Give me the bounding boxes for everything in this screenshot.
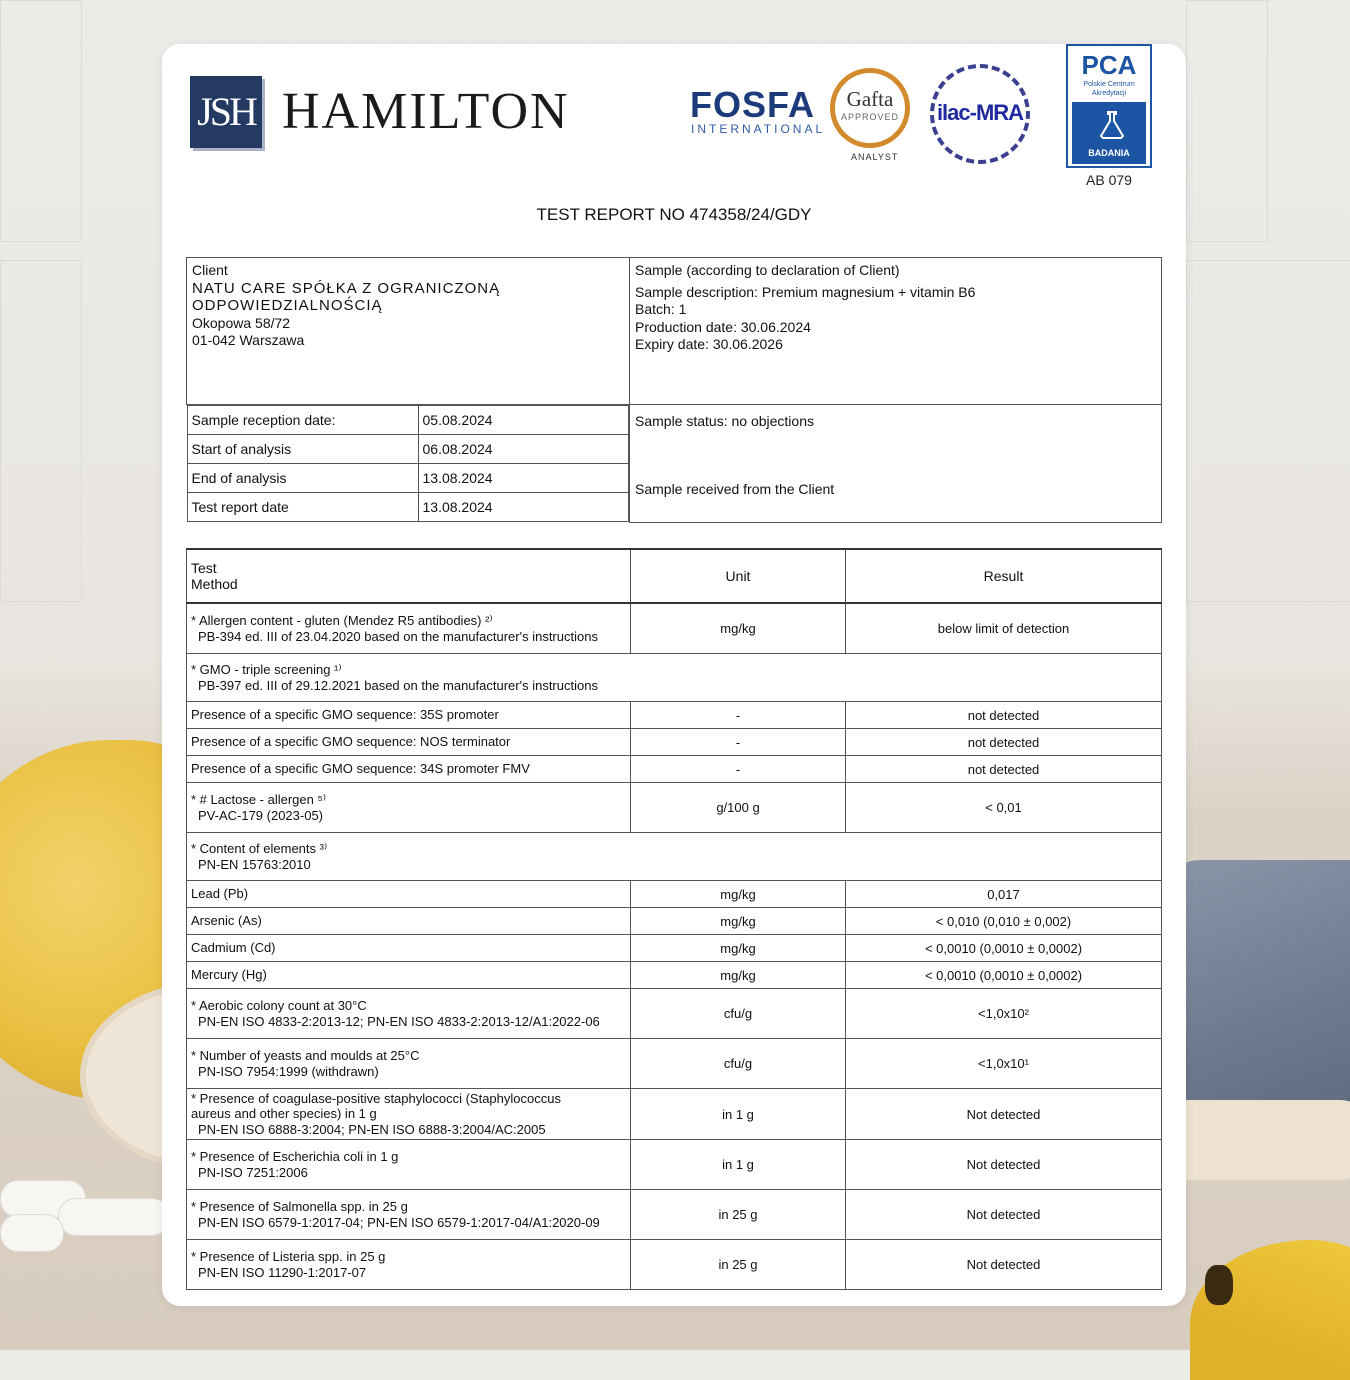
client-name: ODPOWIEDZIALNOŚCIĄ xyxy=(192,297,383,314)
test-standard: PN-EN ISO 11290-1:2017-07 xyxy=(198,1264,367,1280)
test-name: Presence of a specific GMO sequence: 34S promoter FMV xyxy=(187,756,631,783)
fosfa-logo-subtitle: INTERNATIONAL xyxy=(691,122,826,136)
test-name: Mercury (Hg) xyxy=(187,962,631,989)
test-result: < 0,010 (0,010 ± 0,002) xyxy=(846,908,1162,935)
method-header-line: Test xyxy=(191,560,217,576)
table-row xyxy=(187,1140,1162,1190)
test-method xyxy=(187,603,631,654)
test-name: Presence of a specific GMO sequence: NOS terminator xyxy=(187,729,631,756)
report-title: TEST REPORT NO 474358/24/GDY xyxy=(536,205,812,224)
date-value: 13.08.2024 xyxy=(418,464,629,493)
table-row xyxy=(187,654,1162,702)
table-row xyxy=(187,1190,1162,1240)
table-row xyxy=(187,1240,1162,1290)
table-row xyxy=(187,756,1162,783)
client-heading: Client xyxy=(192,262,228,278)
test-unit: cfu/g xyxy=(631,989,846,1039)
test-unit: mg/kg xyxy=(631,603,846,654)
accreditation-number: AB 079 xyxy=(1086,172,1132,188)
date-row xyxy=(187,464,629,493)
sample-status-cell xyxy=(630,405,1162,523)
background-tile xyxy=(0,0,82,242)
test-name: Arsenic (As) xyxy=(187,908,631,935)
test-name: * Number of yeasts and moulds at 25°C xyxy=(191,1048,420,1063)
test-standard: PB-397 ed. III of 29.12.2021 based on the manufacturer's instructions xyxy=(198,677,598,693)
table-row xyxy=(187,935,1162,962)
test-standard: PN-ISO 7954:1999 (withdrawn) xyxy=(198,1063,379,1079)
test-name: * # Lactose - allergen ⁵⁾ xyxy=(191,792,327,807)
client-sample-table xyxy=(186,257,1162,523)
test-result: Not detected xyxy=(846,1140,1162,1190)
date-value: 05.08.2024 xyxy=(418,406,629,435)
test-unit: - xyxy=(631,756,846,783)
client-street: Okopowa 58/72 xyxy=(192,314,291,331)
fosfa-logo: FOSFA xyxy=(690,84,816,125)
test-result: Not detected xyxy=(846,1240,1162,1290)
sample-production-date: Production date: 30.06.2024 xyxy=(635,318,811,335)
test-unit: mg/kg xyxy=(631,908,846,935)
results-table xyxy=(186,548,1162,1290)
ilac-mra-logo-text: ilac-MRA xyxy=(936,100,1024,125)
background-tile xyxy=(0,260,82,602)
test-name: * Aerobic colony count at 30°C xyxy=(191,998,367,1013)
test-result: not detected xyxy=(846,756,1162,783)
client-name: NATU CARE SPÓŁKA Z OGRANICZONĄ xyxy=(192,279,501,297)
test-standard: PB-394 ed. III of 23.04.2020 based on the manufacturer's instructions xyxy=(198,628,598,644)
table-row xyxy=(187,783,1162,833)
table-row xyxy=(187,908,1162,935)
test-name: * Presence of Salmonella spp. in 25 g xyxy=(191,1199,408,1214)
pca-logo-subtitle-line: Polskie Centrum xyxy=(1083,81,1135,88)
method-column-header xyxy=(187,549,631,603)
gafta-logo-analyst: ANALYST xyxy=(851,152,899,162)
test-result: <1,0x10¹ xyxy=(846,1039,1162,1089)
gafta-logo-approved: APPROVED xyxy=(840,112,899,122)
test-standard: PN-EN 15763:2010 xyxy=(198,856,311,872)
date-label: Start of analysis xyxy=(187,435,418,464)
test-method xyxy=(187,783,631,833)
test-name: * Allergen content - gluten (Mendez R5 antibodies) ²⁾ xyxy=(191,613,493,628)
sample-heading: Sample (according to declaration of Client) xyxy=(635,262,900,278)
client-city: 01-042 Warszawa xyxy=(192,332,305,348)
date-row xyxy=(187,435,629,464)
test-unit: - xyxy=(631,702,846,729)
pca-logo-badania: BADANIA xyxy=(1088,148,1130,158)
dates-cell xyxy=(187,405,630,523)
pca-logo xyxy=(1066,44,1152,168)
test-name: Cadmium (Cd) xyxy=(187,935,631,962)
date-label: End of analysis xyxy=(187,464,418,493)
date-row xyxy=(187,406,629,435)
test-method xyxy=(187,833,1162,881)
unit-column-header: Unit xyxy=(631,549,846,603)
test-result: 0,017 xyxy=(846,881,1162,908)
test-result: below limit of detection xyxy=(846,603,1162,654)
test-name: * Content of elements ³⁾ xyxy=(191,841,328,856)
test-method xyxy=(187,1240,631,1290)
test-standard: PN-ISO 7251:2006 xyxy=(198,1164,308,1180)
background-tile xyxy=(1186,0,1268,242)
test-result: Not detected xyxy=(846,1190,1162,1240)
test-method xyxy=(187,1140,631,1190)
table-row xyxy=(187,989,1162,1039)
test-name: * GMO - triple screening ¹⁾ xyxy=(191,662,342,677)
pca-logo-title: PCA xyxy=(1081,50,1137,80)
flask-icon xyxy=(1098,110,1126,140)
test-method xyxy=(187,989,631,1039)
results-header-row xyxy=(187,549,1162,603)
hamilton-logo-mark: JSH xyxy=(190,76,262,148)
test-unit: cfu/g xyxy=(631,1039,846,1089)
test-result: < 0,0010 (0,0010 ± 0,0002) xyxy=(846,962,1162,989)
pca-logo-subtitle-line: Akredytacji xyxy=(1091,90,1127,97)
banana-image xyxy=(1190,1240,1350,1380)
date-row xyxy=(187,493,629,522)
test-unit: - xyxy=(631,729,846,756)
sample-batch: Batch: 1 xyxy=(635,301,687,317)
date-value: 06.08.2024 xyxy=(418,435,629,464)
table-row xyxy=(187,1039,1162,1089)
table-row xyxy=(187,962,1162,989)
date-label: Test report date xyxy=(187,493,418,522)
test-name: * Presence of Listeria spp. in 25 g xyxy=(191,1249,386,1264)
table-row xyxy=(187,881,1162,908)
pca-logo-subtitle xyxy=(1068,80,1150,98)
test-name: * Presence of Escherichia coli in 1 g xyxy=(191,1149,399,1164)
test-standard: PV-AC-179 (2023-05) xyxy=(198,807,324,823)
table-row xyxy=(187,603,1162,654)
capsule-image xyxy=(58,1198,170,1236)
capsule-image xyxy=(0,1214,64,1252)
test-result: < 0,01 xyxy=(846,783,1162,833)
test-method xyxy=(187,654,1162,702)
test-unit: in 25 g xyxy=(631,1190,846,1240)
test-result: Not detected xyxy=(846,1089,1162,1140)
test-name: Presence of a specific GMO sequence: 35S promoter xyxy=(187,702,631,729)
test-unit: mg/kg xyxy=(631,881,846,908)
table-row xyxy=(187,1089,1162,1140)
method-header-line: Method xyxy=(191,576,238,592)
test-result: < 0,0010 (0,0010 ± 0,0002) xyxy=(846,935,1162,962)
test-method xyxy=(187,1039,631,1089)
sample-description: Sample description: Premium magnesium + vitamin B6 xyxy=(635,283,976,300)
test-unit: mg/kg xyxy=(631,962,846,989)
test-method xyxy=(187,1089,631,1140)
table-row xyxy=(187,833,1162,881)
banana-tip-image xyxy=(1205,1265,1233,1305)
gafta-logo-name: Gafta xyxy=(846,87,894,111)
table-row xyxy=(187,702,1162,729)
sample-cell xyxy=(630,258,1162,405)
table-row xyxy=(187,729,1162,756)
test-method xyxy=(187,1190,631,1240)
date-value: 13.08.2024 xyxy=(418,493,629,522)
background-tile xyxy=(1186,260,1350,602)
test-name: * Presence of coagulase-positive staphylococci (Staphylococcus xyxy=(191,1090,561,1106)
sample-received: Sample received from the Client xyxy=(635,481,835,497)
hamilton-logo-text: HAMILTON xyxy=(282,83,570,140)
test-unit: in 25 g xyxy=(631,1240,846,1290)
cloth-image xyxy=(1160,860,1350,1120)
test-standard: PN-EN ISO 6888-3:2004; PN-EN ISO 6888-3:2004/AC:2005 xyxy=(198,1121,546,1137)
test-result: not detected xyxy=(846,729,1162,756)
gafta-logo xyxy=(830,68,910,148)
test-name-continued: aureus and other species) in 1 g xyxy=(191,1106,377,1122)
test-unit: g/100 g xyxy=(631,783,846,833)
test-standard: PN-EN ISO 6579-1:2017-04; PN-EN ISO 6579-1:2017-04/A1:2020-09 xyxy=(198,1214,600,1230)
dates-table xyxy=(187,405,630,522)
result-column-header: Result xyxy=(846,549,1162,603)
test-standard: PN-EN ISO 4833-2:2013-12; PN-EN ISO 4833-2:2013-12/A1:2022-06 xyxy=(198,1013,600,1029)
sample-status: Sample status: no objections xyxy=(635,413,814,429)
test-result: <1,0x10² xyxy=(846,989,1162,1039)
test-result: not detected xyxy=(846,702,1162,729)
client-cell xyxy=(187,258,630,405)
test-unit: in 1 g xyxy=(631,1140,846,1190)
test-unit: in 1 g xyxy=(631,1089,846,1140)
test-name: Lead (Pb) xyxy=(187,881,631,908)
ilac-mra-logo xyxy=(930,64,1030,164)
date-label: Sample reception date: xyxy=(187,406,418,435)
test-unit: mg/kg xyxy=(631,935,846,962)
sample-expiry-date: Expiry date: 30.06.2026 xyxy=(635,336,783,352)
pca-logo-badge xyxy=(1072,102,1146,164)
